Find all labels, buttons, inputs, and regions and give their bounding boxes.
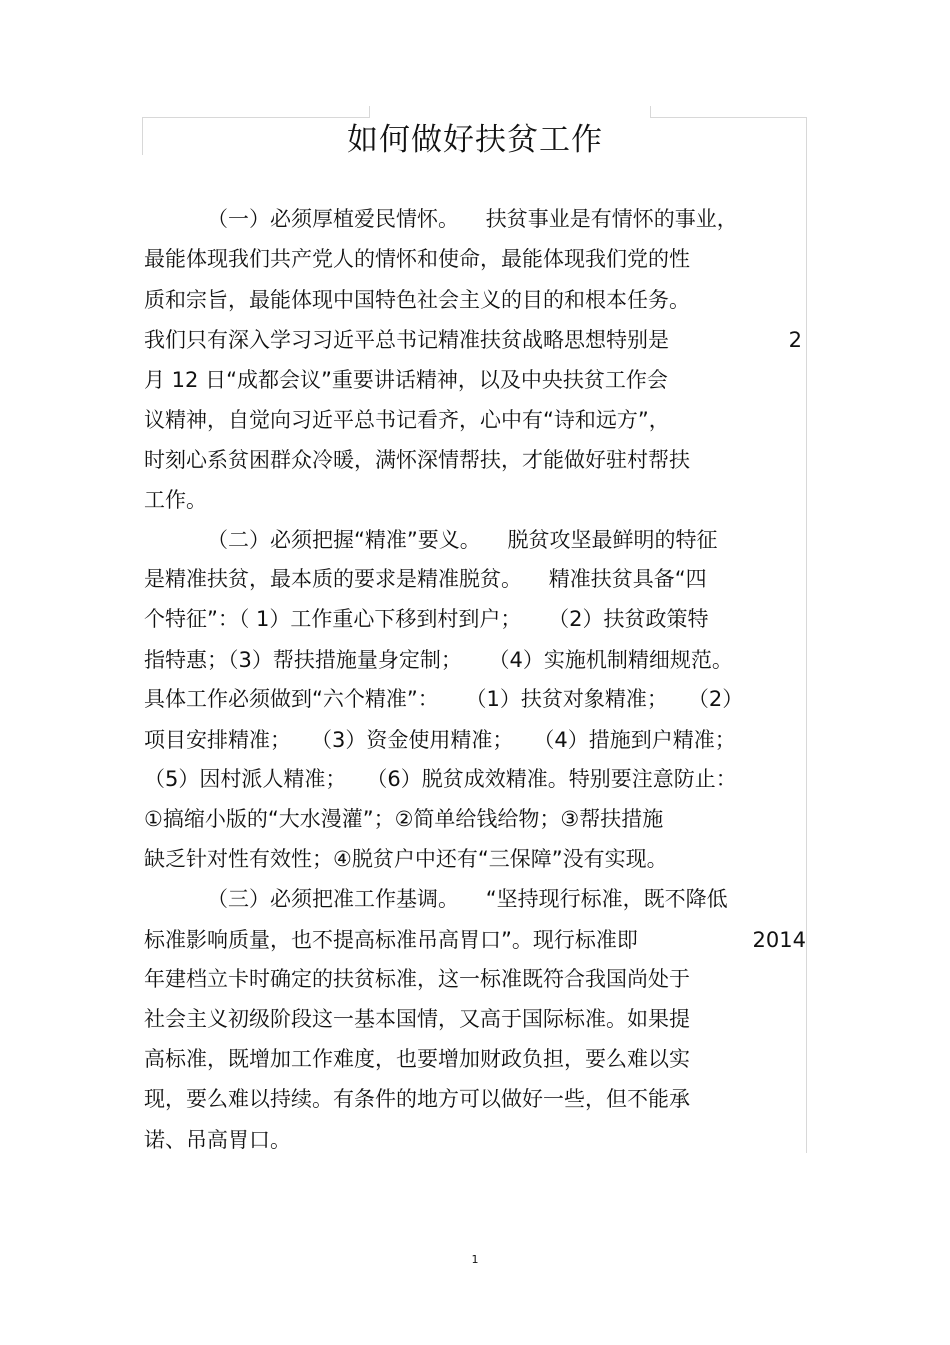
paragraph-line: （二）必须把握“精准”要义。 脱贫攻坚最鲜明的特征: [207, 528, 718, 552]
paragraph-line: 我们只有深入学习习近平总书记精准扶贫战略思想特别是: [144, 328, 669, 352]
paragraph-line: 质和宗旨，最能体现中国特色社会主义的目的和根本任务。: [144, 288, 690, 312]
paragraph-line: 年建档立卡时确定的扶贫标准，这一标准既符合我国尚处于: [144, 967, 690, 991]
paragraph-line: （一）必须厚植爱民情怀。 扶贫事业是有情怀的事业，: [207, 207, 738, 231]
line-end-number: 2014: [752, 928, 806, 952]
paragraph-line: 高标准，既增加工作难度，也要增加财政负担，要么难以实: [144, 1047, 690, 1071]
page-title: 如何做好扶贫工作: [347, 122, 603, 158]
paragraph-line: 月 12 日“成都会议”重要讲话精神，以及中央扶贫工作会: [144, 368, 668, 392]
paragraph-line: 社会主义初级阶段这一基本国情，又高于国际标准。如果提: [144, 1007, 690, 1031]
paragraph-line: 项目安排精准； （3）资金使用精准； （4）措施到户精准；: [144, 728, 736, 752]
paragraph-line: 缺乏针对性有效性；④脱贫户中还有“三保障”没有实现。: [144, 847, 668, 871]
paragraph-line: 议精神，自觉向习近平总书记看齐，心中有“诗和远方”，: [144, 408, 670, 432]
paragraph-line: 标准影响质量，也不提高标准吊高胃口”。现行标准即: [144, 928, 638, 952]
frame-right: [806, 117, 807, 1153]
page-number: 1: [471, 1253, 479, 1266]
paragraph-line: 工作。: [144, 488, 207, 512]
frame-tick-left: [369, 106, 370, 118]
paragraph-line: 是精准扶贫，最本质的要求是精准脱贫。 精准扶贫具备“四: [144, 567, 707, 591]
paragraph-line: （三）必须把准工作基调。 “坚持现行标准，既不降低: [207, 887, 728, 911]
paragraph-line: 诺、吊高胃口。: [144, 1128, 291, 1152]
paragraph-line: 时刻心系贫困群众冷暖，满怀深情帮扶，才能做好驻村帮扶: [144, 448, 690, 472]
paragraph-line: （5）因村派人精准； （6）脱贫成效精准。特别要注意防止：: [144, 767, 737, 791]
paragraph-line: 现，要么难以持续。有条件的地方可以做好一些，但不能承: [144, 1087, 690, 1111]
line-end-number: 2: [788, 328, 802, 352]
paragraph-line: 最能体现我们共产党人的情怀和使命，最能体现我们党的性: [144, 247, 690, 271]
paragraph-line: 个特征”：（ 1）工作重心下移到村到户； （2）扶贫政策特: [144, 607, 709, 631]
paragraph-line: 具体工作必须做到“六个精准”： （1）扶贫对象精准； （2）: [144, 687, 744, 711]
paragraph-line: ①搞缩小版的“大水漫灌”；②简单给钱给物；③帮扶措施: [144, 807, 664, 831]
paragraph-line: 指特惠；（3）帮扶措施量身定制； （4）实施机制精细规范。: [144, 648, 733, 672]
